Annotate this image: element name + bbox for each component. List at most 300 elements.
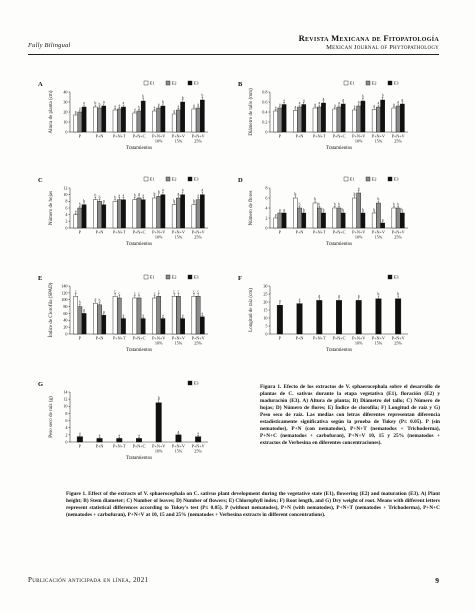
bar-d-e3-7 [400,213,404,228]
x-axis-title: Tratamientos [325,348,353,353]
significance-letter: a [83,307,85,312]
bar-d-e3-6 [381,223,385,228]
significance-letter: a [74,109,77,114]
category-label: P+N [95,133,104,139]
bar-b-e3-4 [341,104,345,132]
legend-swatch-e3 [388,177,392,181]
x-axis-title: Tratamientos [125,456,153,461]
significance-letter: a [302,98,305,103]
bar-b-e3-3 [321,103,325,132]
bar-a-e3-4 [141,101,145,132]
significance-letter: a [393,102,395,107]
bar-b-e2-5 [357,106,361,132]
y-tick-label: 30 [63,99,68,105]
bar-c-e2-4 [137,198,141,228]
category-sublabel: 25% [394,340,402,346]
journal-title-en: Mexican Journal of Phytopathology [326,44,439,51]
y-tick-label: 0 [65,331,68,337]
y-tick-label: 60 [63,310,68,316]
category-label: P+N+T [112,335,126,341]
significance-letter: a [342,97,345,102]
bar-b-e1-5 [352,110,356,132]
panel-label: G [38,381,44,388]
legend-swatch-e2 [166,275,170,279]
significance-letter: a [142,313,145,318]
bar-a-e3-3 [121,107,125,132]
legend-swatch-e1 [144,177,148,181]
category-sublabel: 25% [394,138,402,144]
bar-d-e2-4 [337,208,341,228]
bar-e-e3-6 [181,319,185,334]
legend-label-e3: E3 [393,80,399,86]
x-axis-title: Tratamientos [125,146,153,151]
significance-letter: a [114,104,116,109]
significance-letter: b [94,101,97,106]
legend-swatch-e3 [188,177,192,181]
significance-letter: b [333,202,336,207]
significance-letter: b [157,190,160,194]
bar-d-e2-7 [396,208,400,228]
bar-c-e3-1 [82,205,86,228]
y-tick-label: 0.4 [262,109,268,115]
bar-a-e1-1 [74,115,78,132]
significance-letter: a [133,107,136,112]
y-tick-label: 80 [63,303,68,309]
legend-label-e2: E2 [371,80,377,86]
y-tick-label: 15 [263,307,268,313]
significance-letter: b [362,208,364,212]
bar-b-e3-2 [302,105,306,133]
category-label: P+N+V [352,133,366,139]
panel-g [38,381,208,461]
y-tick-label: 5 [265,323,268,329]
category-sublabel: 15% [374,138,383,144]
significance-letter: a [357,186,360,191]
y-tick-label: 12 [63,396,68,402]
category-label: P+N+V [152,443,166,449]
category-label: P [78,443,82,449]
y-tick-label: 40 [63,317,68,323]
category-sublabel: 15% [374,340,383,346]
significance-letter: b [342,208,345,212]
significance-letter: a [102,199,105,203]
bar-g-e3-6 [176,435,182,442]
bar-d-e1-7 [392,208,396,228]
category-sublabel: 25% [394,234,402,240]
category-label: P+N+V [152,229,166,235]
significance-letter: a [338,293,340,298]
bar-a-e2-7 [196,108,200,132]
legend-label-e3: E3 [193,80,199,86]
bar-d-e2-5 [357,193,361,228]
y-tick-label: 6 [65,205,68,211]
panel-d [238,177,408,247]
significance-letter: a [177,191,180,196]
y-tick-label: 0 [265,129,268,135]
bar-d-e3-5 [361,213,365,228]
y-tick-label: 20 [63,109,68,115]
bar-g-e3-4 [136,438,142,442]
bar-g-e3-5 [156,403,162,442]
category-label: P+N+V [391,133,405,139]
significance-letter: a [83,101,85,106]
y-tick-label: 0 [65,129,68,135]
significance-letter: b [338,202,340,207]
significance-letter: b [201,93,204,98]
significance-letter: a [138,191,140,196]
y-tick-label: 20 [263,299,268,305]
bar-e-e1-6 [172,296,176,334]
legend-label-e1: E1 [149,80,155,86]
significance-letter: a [102,309,105,314]
y-tick-label: 2 [65,218,68,224]
bar-f-e3-4 [336,300,342,334]
bar-e-e2-7 [196,296,200,334]
bar-f-e3-3 [317,300,323,334]
y-tick-label: 10 [263,315,268,321]
significance-letter: a [318,101,321,106]
bar-e-e2-6 [176,296,180,334]
bar-c-e1-1 [74,215,78,228]
bar-d-e3-1 [282,213,286,228]
legend-label-e2: E2 [171,176,177,182]
significance-letter: a [79,431,81,436]
bar-g-e3-2 [97,438,103,442]
panel-label: C [38,177,43,184]
category-label: P+N+C [132,229,146,235]
running-head-left: Fully Bilingual [28,42,71,49]
bar-d-e1-1 [274,218,278,228]
category-label: P+N+V [391,335,405,341]
category-sublabel: 25% [194,234,202,240]
legend-swatch-e1 [344,177,348,181]
category-sublabel: 10% [354,234,363,240]
significance-letter: c [193,289,195,294]
y-tick-label: 10 [63,192,68,198]
y-tick-label: 4 [65,425,68,431]
bar-e-e3-7 [200,317,204,334]
bar-b-e3-7 [400,104,404,132]
bar-e-e1-3 [113,296,117,334]
y-tick-label: 10 [63,119,68,125]
y-tick-label: 0.6 [262,99,268,105]
bar-f-e3-1 [277,305,283,334]
bar-a-e2-5 [157,108,161,132]
y-tick-label: 25 [263,291,268,297]
bar-a-e1-6 [172,114,176,132]
bar-a-e1-2 [93,107,97,132]
y-tick-label: 14 [63,389,68,395]
category-label: P+N+T [312,133,326,139]
category-label: P+N+V [371,133,385,139]
category-label: P+N+V [191,443,205,449]
significance-letter: a [162,313,164,318]
significance-letter: b [322,208,325,212]
bar-a-e1-4 [133,113,137,132]
y-axis-title: Altura de planta (cm) [49,90,54,134]
significance-letter: a [353,104,356,109]
significance-letter: a [279,299,281,304]
bar-d-e1-3 [313,203,317,228]
bar-e-e2-4 [137,298,141,334]
bar-e-e3-3 [121,319,125,334]
significance-letter: b [98,195,101,200]
bar-b-e2-2 [294,104,301,132]
significance-letter: a [298,101,301,106]
y-tick-label: 30 [263,283,268,289]
significance-letter: a [197,431,199,436]
significance-letter: b [373,208,376,212]
bar-b-e1-2 [293,111,297,133]
bar-a-e3-2 [102,106,106,132]
significance-letter: c [138,291,140,296]
bar-d-e1-6 [372,213,376,228]
significance-letter: b [78,300,81,305]
significance-letter: a [98,433,101,438]
legend-label-e3: E3 [393,176,399,182]
significance-letter: a [118,433,121,438]
significance-letter: a [118,103,121,108]
significance-letter: b [133,193,136,198]
category-label: P [78,229,82,235]
legend-swatch-e2 [366,177,370,181]
legend-label-e3: E3 [193,274,199,280]
significance-letter: a [338,101,340,106]
significance-letter: a [357,100,360,105]
bar-b-e1-4 [333,109,337,132]
category-label: P+N+V [171,133,185,139]
significance-letter: c [133,291,136,296]
bar-c-e3-5 [161,195,165,228]
bar-c-e3-4 [141,200,145,228]
significance-letter: c [114,289,116,294]
significance-letter: a [318,293,321,298]
significance-letter: a [142,193,145,198]
legend-swatch-e3 [388,275,392,279]
legend-swatch-e3 [188,275,192,279]
bar-e-e1-1 [74,296,78,334]
bar-e-e2-2 [97,305,101,334]
bar-d-e3-4 [341,213,345,228]
bar-d-e3-2 [302,213,306,228]
y-tick-label: 120 [61,290,68,296]
significance-letter: a [298,297,301,302]
significance-letter: b [142,94,145,99]
panel-label: A [38,81,43,88]
significance-letter: a [279,102,281,107]
journal-title-es: Revista Mexicana de Fitopatología [298,33,439,43]
significance-letter: b [94,193,97,198]
bar-c-e1-6 [172,205,176,228]
category-label: P+N+C [132,443,146,449]
significance-letter: b [314,197,316,202]
legend-label-e3: E3 [393,274,399,280]
category-label: P+N+C [332,335,346,341]
bar-c-e3-6 [181,195,185,228]
category-label: P+N+V [191,335,205,341]
significance-letter: a [102,100,105,105]
y-tick-label: 12 [63,185,68,191]
significance-letter: a [122,101,125,106]
significance-letter: b [377,197,380,202]
bar-c-e1-4 [133,200,137,228]
significance-letter: a [283,208,285,212]
significance-letter: a [322,96,325,101]
bar-f-e3-6 [376,299,382,334]
significance-letter: c [94,296,97,301]
category-label: P+N [295,229,304,235]
legend-label-e1: E1 [149,274,155,280]
significance-letter: a [193,103,195,108]
bar-a-e2-2 [97,108,101,132]
significance-letter: b [98,298,101,303]
y-tick-label: 0.8 [262,89,268,95]
significance-letter: a [197,193,199,198]
bar-b-e1-3 [313,108,317,132]
category-label: P+N [95,335,104,341]
y-tick-label: 6 [65,417,68,423]
category-label: P+N [95,229,104,235]
bar-d-e2-6 [376,203,380,228]
bar-b-e2-6 [376,107,380,132]
significance-letter: b [98,102,101,107]
panel-label: F [238,275,242,282]
significance-letter: b [362,94,364,99]
category-label: P+N+T [112,133,126,139]
bar-a-e1-3 [113,110,117,132]
category-label: P+N+V [191,229,205,235]
significance-letter: b [397,202,400,207]
significance-letter: a [157,102,160,107]
significance-letter: c [173,289,176,294]
category-sublabel: 10% [154,340,163,346]
y-tick-label: 4 [65,212,68,218]
significance-letter: b [294,191,297,196]
y-tick-label: 8 [65,198,68,204]
bar-d-e1-5 [352,198,356,228]
category-sublabel: 25% [194,138,202,144]
bar-e-e2-5 [157,296,161,334]
category-label: P+N+C [332,133,346,139]
significance-letter: a [381,218,384,222]
bar-d-e2-3 [317,208,321,228]
significance-letter: a [181,313,184,318]
category-sublabel: 25% [194,340,202,346]
bar-a-e2-4 [137,111,141,132]
y-axis-title: Número de flores [249,190,254,226]
bar-e-e3-5 [161,319,165,334]
significance-letter: b [318,202,321,207]
bar-c-e2-6 [176,198,180,228]
y-tick-label: 2 [265,215,268,221]
category-sublabel: 10% [154,234,163,240]
significance-letter: a [79,106,81,111]
significance-letter: c [74,289,77,294]
bar-e-e3-1 [82,313,86,334]
significance-letter: b [353,191,356,196]
y-tick-label: 8 [265,185,268,191]
bar-a-e3-7 [200,100,204,132]
x-axis-title: Tratamientos [325,242,353,247]
panel-b [238,81,408,151]
bar-a-e2-3 [117,109,121,132]
y-tick-label: 0 [65,225,68,231]
category-sublabel: 25% [194,448,202,454]
significance-letter: a [357,293,360,298]
bar-c-e3-3 [121,200,125,228]
significance-letter: a [74,209,77,214]
legend-label-e1: E1 [349,80,355,86]
significance-letter: a [283,98,285,103]
bar-g-e3-1 [77,437,83,442]
category-label: P+N+T [112,443,126,449]
significance-letter: b [138,105,140,110]
panel-label: E [38,275,43,282]
y-tick-label: 40 [63,89,68,95]
x-axis-title: Tratamientos [125,242,153,247]
significance-letter: a [181,188,184,193]
category-label: P+N+V [371,335,385,341]
category-label: P+N+V [352,335,366,341]
bar-c-e2-3 [117,200,121,228]
significance-letter: a [118,193,121,198]
category-label: P [278,335,282,341]
significance-letter: b [181,95,184,100]
category-label: P [278,133,282,139]
panel-e [38,275,208,353]
y-axis-title: Diámetro de tallo (mm) [249,88,254,136]
panel-label: D [238,177,243,184]
figure-caption-en: Figure 1. Effect of the extracts of V. sphaerocephala on C. sativus plant development during the vegetative state (E1), flowering (E2) and maturation (E3). A) Plant height; B) Stem diameter; C) Number of leaves; D) Number of flowers; E) Chlorophyll index; F) Root length, and G) Dry weight of root. Means with different letters represent statistical differences according to Tukey's test (P≤ 0.05). P (without nematodes), P+N (with nematodes), P+N+T (nematodes + Trichoderma), P+N+C (nematodes + carbofuran), P+N+V at 10, 15 and 25% (nematodes + Verbesina extracts in different concentrations). [66,491,440,519]
y-tick-label: 0 [265,225,268,231]
category-label: P+N+V [371,229,385,235]
bar-a-e3-6 [181,102,185,132]
significance-letter: a [401,97,404,102]
y-tick-label: 10 [63,403,68,409]
bar-a-e1-7 [192,109,196,132]
bar-c-e2-5 [157,196,161,228]
bar-b-e2-1 [278,108,282,132]
category-label: P [278,229,282,235]
significance-letter: b [401,208,404,212]
bar-d-e2-2 [297,208,301,228]
category-label: P+N+C [132,133,146,139]
category-sublabel: 15% [174,234,183,240]
bar-c-e3-7 [200,195,204,228]
category-label: P+N+V [171,335,185,341]
category-label: P+N+V [391,229,405,235]
bar-b-e2-3 [317,107,321,132]
category-label: P+N [295,133,304,139]
significance-letter: a [122,313,125,318]
legend-swatch-e2 [166,81,170,85]
y-axis-title: Número de hojas [49,190,54,226]
significance-letter: b [157,395,160,400]
bar-g-e3-7 [195,437,201,442]
significance-letter: c [153,291,156,296]
panel-f [238,275,408,353]
x-axis-title: Tratamientos [125,348,153,353]
footer-publication-note: Publicación anticipada en línea, 2021 [28,576,149,584]
bar-c-e1-2 [93,200,97,228]
significance-letter: a [201,311,204,316]
category-label: P+N+T [112,229,126,235]
category-label: P+N+V [191,133,205,139]
category-label: P+N+V [171,229,185,235]
significance-letter: a [153,105,156,110]
category-label: P+N [295,335,304,341]
y-tick-label: 0.2 [262,119,268,125]
